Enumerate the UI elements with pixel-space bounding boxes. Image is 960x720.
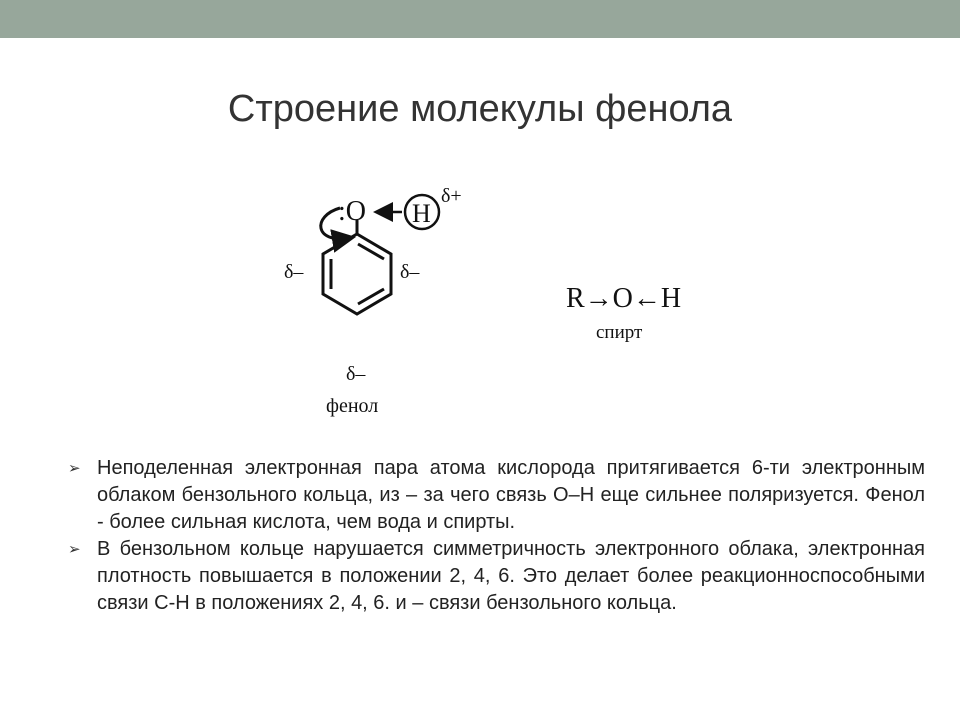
delta-plus-label: δ+ <box>441 185 462 207</box>
phenol-diagram <box>270 170 710 440</box>
arrow-bullet-icon: ➢ <box>68 541 81 558</box>
delta-minus-bottom: δ– <box>346 363 366 385</box>
alcohol-formula: R→O←H <box>566 283 682 314</box>
alcohol-label: спирт <box>596 322 643 343</box>
bullet-list <box>68 455 925 617</box>
delta-minus-left: δ– <box>284 261 304 283</box>
bullet-item <box>68 455 925 536</box>
bullet-item <box>68 536 925 617</box>
delta-minus-right: δ– <box>400 261 420 283</box>
benzene-ring <box>323 234 391 314</box>
oxygen-atom: :O <box>338 196 366 227</box>
bullet-text: Неподеленная электронная пара атома кислорода притягивается 6-ти электронным облаком бензольного кольца, из – за чего связь О–Н еще сильнее поляризуется. Фенол - более сильная кислота, чем вода и спирты. <box>97 457 925 533</box>
ring-double-bonds <box>331 244 384 304</box>
slide-title: Строение молекулы фенола <box>227 88 733 130</box>
phenol-label: фенол <box>326 395 379 417</box>
bullet-text: В бензольном кольце нарушается симметричность электронного облака, электронная плотность повышается в положении 2, 4, 6. Это делает более реакционноспособными связи С-Н в положениях 2, 4, 6. и – связи бензольного кольца. <box>97 538 925 614</box>
arrow-bullet-icon: ➢ <box>68 460 81 477</box>
top-bar <box>0 0 960 38</box>
hydrogen-atom: H <box>412 199 431 228</box>
